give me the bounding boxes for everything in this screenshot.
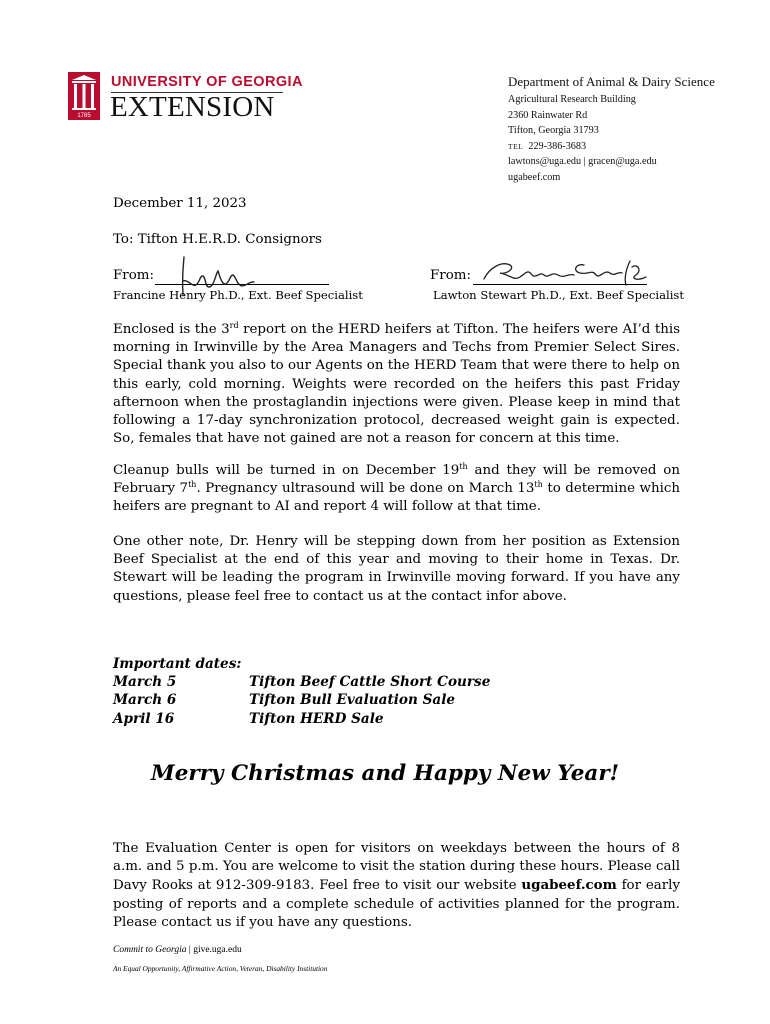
letter-date: December 11, 2023 bbox=[113, 196, 247, 211]
event-name: Tifton Bull Evaluation Sale bbox=[249, 692, 456, 709]
uga-arch-logo-icon bbox=[68, 72, 100, 120]
tel-label: TEL bbox=[508, 141, 524, 151]
from-label-left: From: bbox=[113, 268, 154, 283]
event-date: April 16 bbox=[113, 710, 175, 727]
department-name: Department of Animal & Dairy Science bbox=[508, 74, 715, 89]
paragraph-schedule: Cleanup bulls will be turned in on December 19th and they will be removed on February 7th. Pregnancy ultrasound will be done on March 13th to determine which heifers are pregnant to AI and report 4 will follow at that time. bbox=[113, 462, 681, 515]
important-dates bbox=[113, 655, 490, 728]
paragraph-staff-note: One other note, Dr. Henry will be stepping down from her position as Extension Beef Specialist at the end of this year and moving to their home in Texas. Dr. Stewart will be leading the program in Irwinville moving forward. If you have any questions, please feel free to contact us at the contact infor above. bbox=[113, 534, 680, 604]
event-name: Tifton HERD Sale bbox=[249, 710, 384, 727]
event-date: March 5 bbox=[113, 674, 177, 691]
extension-wordmark: EXTENSION bbox=[110, 91, 275, 123]
from-label-right: From: bbox=[430, 268, 471, 283]
sender-stewart-title: Lawton Stewart Ph.D., Ext. Beef Specialist bbox=[433, 288, 685, 302]
event-name: Tifton Beef Cattle Short Course bbox=[249, 674, 491, 691]
phone-number: 229-386-3683 bbox=[528, 140, 587, 152]
holiday-greeting: Merry Christmas and Happy New Year! bbox=[150, 761, 620, 786]
university-name: UNIVERSITY OF GEORGIA bbox=[111, 74, 303, 90]
event-date: March 6 bbox=[113, 692, 177, 709]
phone-line bbox=[508, 139, 715, 155]
email-addresses: lawtons@uga.edu | gracen@uga.edu bbox=[508, 156, 657, 168]
footer-eeo-statement: An Equal Opportunity, Affirmative Action, Veteran, Disability Institution bbox=[113, 964, 328, 973]
street-address: 2360 Rainwater Rd bbox=[508, 109, 588, 121]
list-item bbox=[113, 673, 490, 691]
important-dates-label: Important dates: bbox=[113, 656, 242, 672]
address-block bbox=[508, 74, 715, 186]
list-item bbox=[113, 710, 490, 728]
signature-stewart-icon bbox=[480, 257, 652, 287]
recipient-line: To: Tifton H.E.R.D. Consignors bbox=[113, 232, 322, 247]
paragraph-report: Enclosed is the 3rd report on the HERD heifers at Tifton. The heifers were AI’d this morning in Irwinville by the Area Managers and Techs from Premier Select Sires. Special thank you also to our Agents on the HERD Team that were there to help on this early, cold morning. Weights were recorded on the heifers this past Friday afternoon when the prostaglandin injections were given. Please keep in mind that following a 17-day synchronization protocol, decreased weight gain is expected. So, females that have not gained are not a reason for concern at this time. bbox=[113, 321, 680, 447]
city-state-zip: Tifton, Georgia 31793 bbox=[508, 125, 599, 137]
list-item bbox=[113, 691, 490, 709]
website-link-inline[interactable]: ugabeef.com bbox=[521, 877, 617, 894]
footer-commit: Commit to Georgia | give.uga.edu bbox=[113, 945, 242, 955]
website-link[interactable]: ugabeef.com bbox=[508, 171, 561, 183]
seal-year: 1785 bbox=[77, 113, 91, 119]
building-name: Agricultural Research Building bbox=[508, 94, 636, 105]
paragraph-visitor-info: The Evaluation Center is open for visitors on weekdays between the hours of 8 a.m. and 5 p.m. You are welcome to visit the station during these hours. Please call Davy Rooks at 912-309-9183. Feel free to visit our website ugabeef.com for early posting of reports and a complete schedule of activities planned for the program. Please contact us if you have any questions. bbox=[113, 841, 681, 930]
sender-henry-title: Francine Henry Ph.D., Ext. Beef Specialist bbox=[113, 288, 363, 302]
